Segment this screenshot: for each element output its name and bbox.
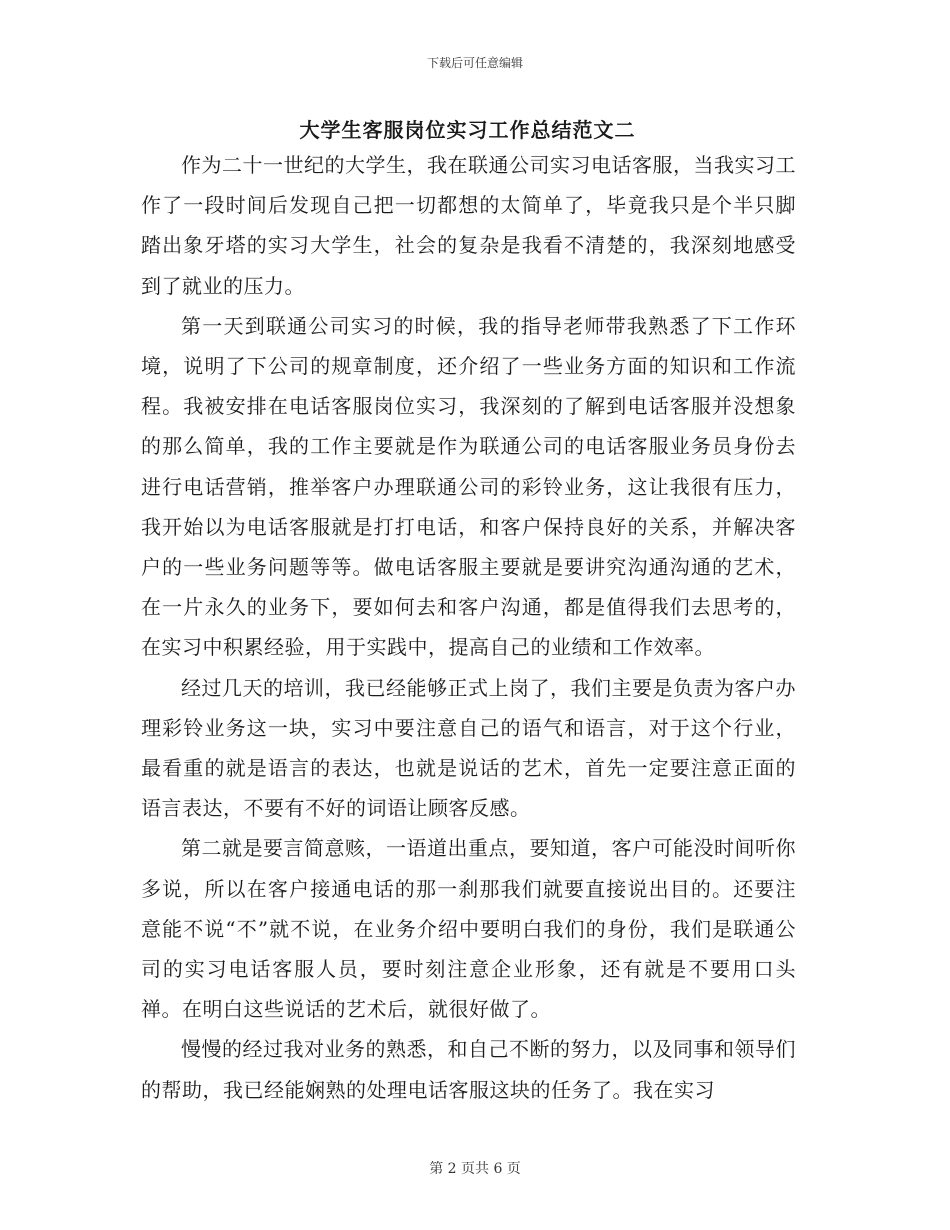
page-number: 第 2 页共 6 页 bbox=[429, 1161, 521, 1177]
page-header-note: 下载后可任意编辑 bbox=[426, 56, 523, 70]
paragraph: 第二就是要言简意赅，一语道出重点，要知道，客户可能没时间听你多说，所以在客户接通电话的那一刹那我们就要直接说出目的。还要注意能不说“不”就不说，在业务介绍中要明白我们的身份，我们是联通公司的实习电话客服人员，要时刻注意企业形象，还有就是不要用口头禅。在明白这些说话的艺术后，就很好做了。 bbox=[141, 836, 796, 1022]
document-body bbox=[141, 145, 796, 1110]
paragraph: 慢慢的经过我对业务的熟悉，和自己不断的努力，以及同事和领导们的帮助，我已经能娴熟的处理电话客服这块的任务了。我在实习 bbox=[141, 1037, 796, 1102]
paragraph: 第一天到联通公司实习的时候，我的指导老师带我熟悉了下工作环境，说明了下公司的规章制度，还介绍了一些业务方面的知识和工作流程。我被安排在电话客服岗位实习，我深刻的了解到电话客服并没想象的那么简单，我的工作主要就是作为联通公司的电话客服业务员身份去进行电话营销，推举客户办理联通公司的彩铃业务，这让我很有压力，我开始以为电话客服就是打打电话，和客户保持良好的关系，并解决客户的一些业务问题等等。做电话客服主要就是要讲究沟通沟通的艺术，在一片永久的业务下，要如何去和客户沟通，都是值得我们去思考的，在实习中积累经验，用于实践中，提高自己的业绩和工作效率。 bbox=[141, 313, 796, 660]
paragraph: 经过几天的培训，我已经能够正式上岗了，我们主要是负责为客户办理彩铃业务这一块，实习中要注意自己的语气和语言，对于这个行业，最看重的就是语言的表达，也就是说话的艺术，首先一定要注意正面的语言表达，不要有不好的词语让顾客反感。 bbox=[141, 675, 796, 821]
paragraph: 作为二十一世纪的大学生，我在联通公司实习电话客服，当我实习工作了一段时间后发现自己把一切都想的太简单了，毕竟我只是个半只脚踏出象牙塔的实习大学生，社会的复杂是我看不清楚的，我深刻地感受到了就业的压力。 bbox=[141, 153, 796, 298]
document-title: 大学生客服岗位实习工作总结范文二 bbox=[299, 118, 636, 142]
